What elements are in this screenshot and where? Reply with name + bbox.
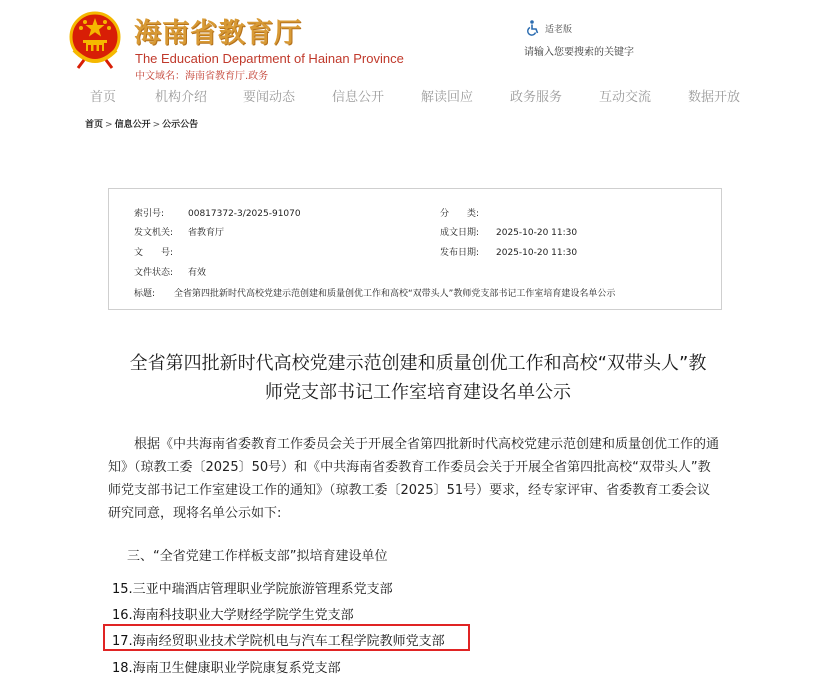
- breadcrumb-announcements[interactable]: 公示公告: [162, 120, 199, 130]
- list-item: 18.海南卫生健康职业学院康复系党支部: [112, 661, 341, 676]
- wheelchair-icon: [526, 20, 540, 36]
- article-title-line-2: 师党支部书记工作室培育建设名单公示: [265, 382, 571, 403]
- domain-value: 海南省教育厅.政务: [185, 71, 269, 82]
- breadcrumb-home[interactable]: 首页: [85, 120, 104, 130]
- breadcrumb: [85, 117, 198, 130]
- meta-category-label: 分 类:: [440, 209, 480, 219]
- site-name-english: The Education Department of Hainan Province: [135, 51, 404, 66]
- highlight-box: [103, 624, 470, 651]
- article-intro-paragraph: 根据《中共海南省委教育工作委员会关于开展全省第四批新时代高校党建示范创建和质量创优工作的通知》（琼教工委〔2025〕50号）和《中共海南省委教育工作委员会关于开展全省第四批高校“双带头人”教师党支部书记工作室建设工作的通知》（琼教工委〔2025〕51号）要求，经专家评审、省委教育工委会议研究同意，现将名单公示如下:: [108, 437, 720, 521]
- meta-published-label: 发布日期:: [440, 248, 480, 258]
- breadcrumb-info-disclosure[interactable]: 信息公开: [114, 120, 151, 130]
- breadcrumb-separator: >: [152, 120, 161, 130]
- search-input[interactable]: [520, 44, 678, 60]
- meta-created-value: 2025-10-20 11:30: [496, 228, 578, 238]
- meta-title-value: 全省第四批新时代高校党建示范创建和质量创优工作和高校“双带头人”教师党支部书记工作室培育建设名单公示: [174, 289, 616, 299]
- meta-created-date: [440, 225, 577, 238]
- meta-status-label: 文件状态:: [134, 268, 174, 278]
- accessibility-mode-label: 适老版: [545, 24, 573, 35]
- accessibility-mode-button[interactable]: [526, 20, 572, 36]
- nav-item-open-data[interactable]: 数据开放: [688, 90, 741, 105]
- meta-title-label: 标题:: [134, 289, 156, 299]
- meta-index-value: 00817372-3/2025-91070: [188, 209, 301, 219]
- list-item-highlighted: 17.海南经贸职业技术学院机电与汽车工程学院教师党支部: [112, 634, 445, 649]
- meta-title: [134, 286, 615, 299]
- breadcrumb-separator: >: [105, 120, 113, 130]
- meta-docno-label: 文 号:: [134, 248, 174, 258]
- chinese-domain: [135, 67, 268, 82]
- article-title: [100, 349, 736, 407]
- meta-published-date: [440, 245, 577, 258]
- meta-index: [134, 206, 301, 219]
- nav-item-interpretation[interactable]: 解读回应: [421, 90, 474, 105]
- document-metadata-box: [108, 188, 722, 310]
- meta-publisher-value: 省教育厅: [188, 228, 225, 238]
- meta-published-value: 2025-10-20 11:30: [496, 248, 578, 258]
- meta-created-label: 成文日期:: [440, 228, 480, 238]
- national-emblem-icon: [66, 10, 124, 70]
- nav-item-home[interactable]: 首页: [90, 90, 117, 105]
- site-header: [0, 0, 836, 82]
- meta-publisher: [134, 225, 224, 238]
- list-item: 15.三亚中瑞酒店管理职业学院旅游管理系党支部: [112, 582, 393, 597]
- nav-item-interaction[interactable]: 互动交流: [599, 90, 652, 105]
- list-item: 16.海南科技职业大学财经学院学生党支部: [112, 608, 354, 623]
- section-heading: 三、“全省党建工作样板支部”拟培育建设单位: [127, 549, 388, 564]
- main-navigation: [0, 86, 836, 106]
- nav-item-services[interactable]: 政务服务: [510, 90, 563, 105]
- meta-status-value: 有效: [188, 268, 207, 278]
- meta-index-label: 索引号:: [134, 209, 165, 219]
- nav-item-news[interactable]: 要闻动态: [243, 90, 296, 105]
- nav-item-about[interactable]: 机构介绍: [155, 90, 208, 105]
- site-name: 海南省教育厅: [134, 18, 302, 49]
- meta-document-number: [134, 245, 188, 258]
- nav-item-info-disclosure[interactable]: 信息公开: [332, 90, 385, 105]
- meta-publisher-label: 发文机关:: [134, 228, 174, 238]
- domain-label: 中文域名：: [135, 71, 185, 82]
- meta-status: [134, 265, 206, 278]
- meta-category: [440, 206, 496, 219]
- article-title-line-1: 全省第四批新时代高校党建示范创建和质量创优工作和高校“双带头人”教: [129, 353, 707, 374]
